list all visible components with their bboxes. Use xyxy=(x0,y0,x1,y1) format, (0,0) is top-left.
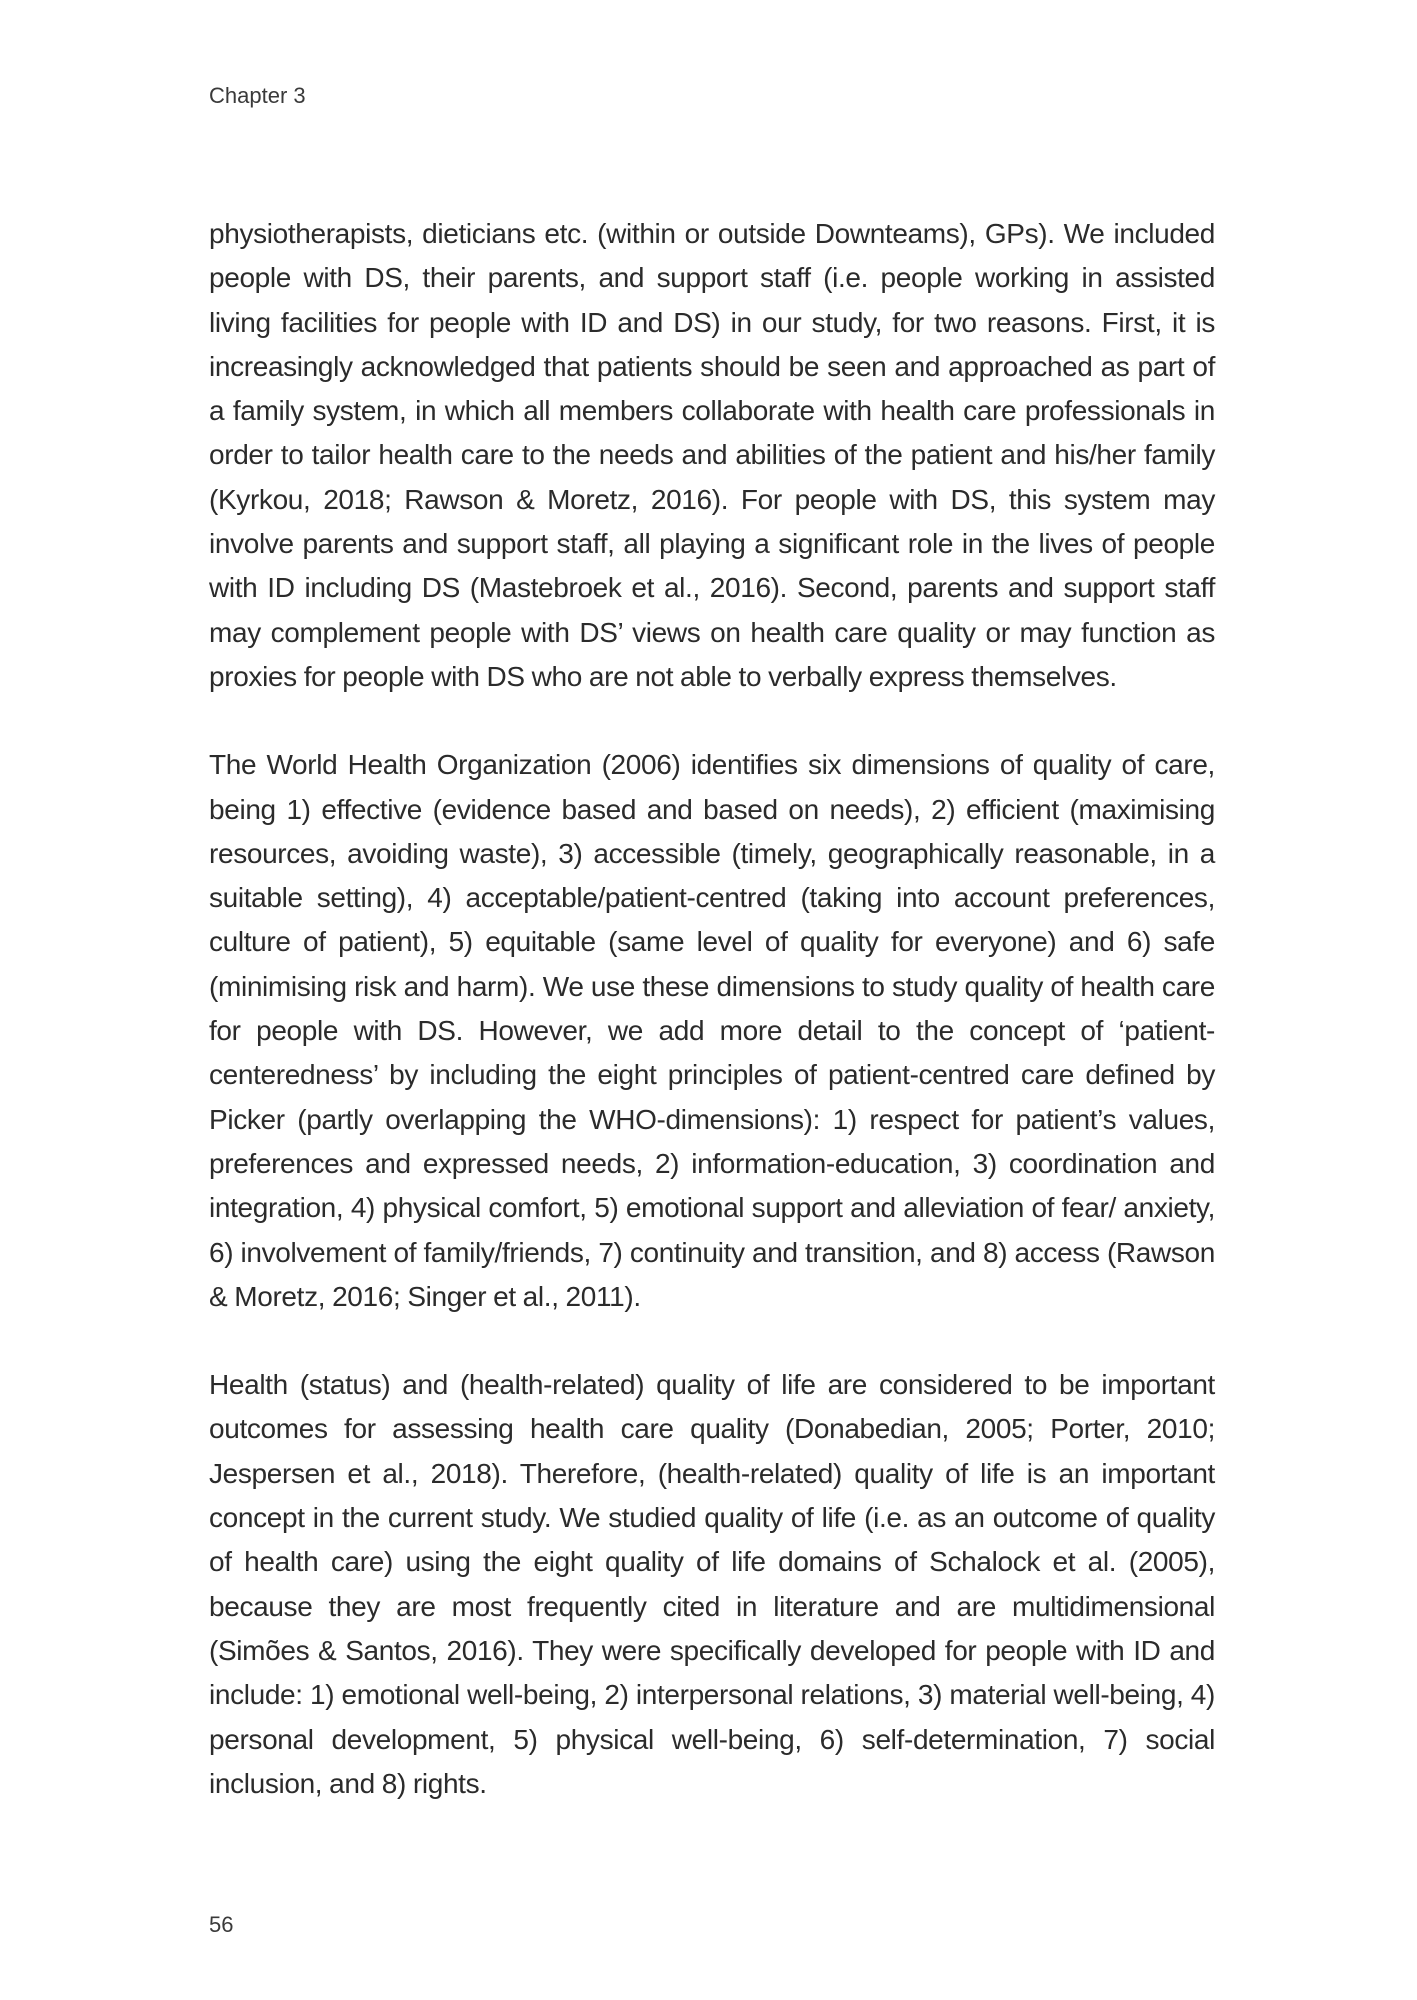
running-head: Chapter 3 xyxy=(209,83,306,108)
paragraph-quality-dimensions: The World Health Organization (2006) identifies six dimensions of quality of care, being 1) effective (evidence based and based on needs), 2) efficient (maximising resources, avoiding waste), 3) accessible (timely, geographically reasonable, in a suitable setting), 4) acceptable/patient-centred (taking into account preferences, culture of patient), 5) equitable (same level of quality for everyone) and 6) safe (minimising risk and harm). We use these dimensions to study quality of health care for people with DS. However, we add more detail to the concept of ‘patient-centeredness’ by including the eight principles of patient-centred care defined by Picker (partly overlapping the WHO-dimensions): 1) respect for patient’s values, preferences and expressed needs, 2) information-education, 3) coordination and integration, 4) physical comfort, 5) emotional support and alleviation of fear/ anxiety, 6) involvement of family/friends, 7) continuity and transition, and 8) access (Rawson & Moretz, 2016; Singer et al., 2011). xyxy=(209,749,1215,1312)
body-text xyxy=(209,212,1215,1806)
page-number: 56 xyxy=(209,1912,234,1937)
paragraph-study-participants: physiotherapists, dieticians etc. (within or outside Downteams), GPs). We included people with DS, their parents, and support staff (i.e. people working in assisted living facilities for people with ID and DS) in our study, for two reasons. First, it is increasingly acknowledged that patients should be seen and approached as part of a family system, in which all members collaborate with health care professionals in order to tailor health care to the needs and abilities of the patient and his/her family (Kyrkou, 2018; Rawson & Moretz, 2016). For people with DS, this system may involve parents and support staff, all playing a significant role in the lives of people with ID including DS (Mastebroek et al., 2016). Second, parents and support staff may complement people with DS’ views on health care quality or may function as proxies for people with DS who are not able to verbally express themselves. xyxy=(209,218,1215,692)
paragraph-quality-of-life: Health (status) and (health-related) quality of life are considered to be important outcomes for assessing health care quality (Donabedian, 2005; Porter, 2010; Jespersen et al., 2018). Therefore, (health-related) quality of life is an important concept in the current study. We studied quality of life (i.e. as an outcome of quality of health care) using the eight quality of life domains of Schalock et al. (2005), because they are most frequently cited in literature and are multidimensional (Simões & Santos, 2016). They were specifically developed for people with ID and include: 1) emotional well-being, 2) interpersonal relations, 3) material well-being, 4) personal development, 5) physical well-being, 6) self-determination, 7) social inclusion, and 8) rights. xyxy=(209,1369,1215,1799)
